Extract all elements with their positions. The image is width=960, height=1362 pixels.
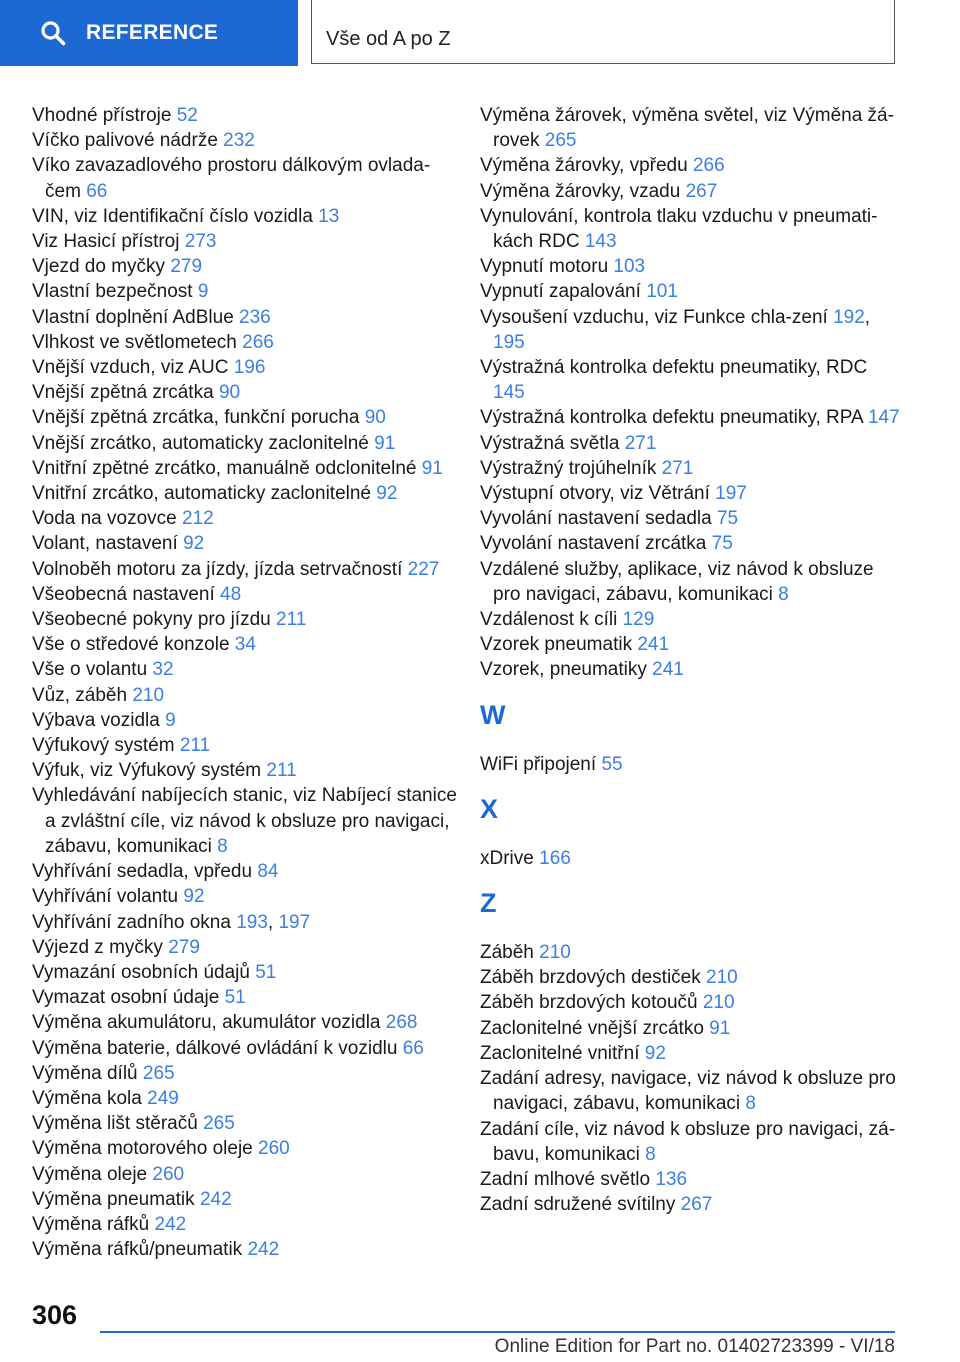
index-entry (32, 204, 462, 229)
index-entry-text: VIN, viz Identifikační číslo vozidla (32, 205, 313, 227)
page-link[interactable]: 265 (142, 1062, 175, 1084)
page-link[interactable]: 279 (168, 936, 200, 958)
page-link[interactable]: 193 (236, 911, 268, 933)
index-entry (32, 632, 462, 657)
index-entry-text: Vůz, záběh (32, 684, 128, 706)
index-entry-text: Výfuk, viz Výfukový systém (32, 760, 262, 782)
index-entry-text: Vzorek pneumatik (480, 634, 633, 656)
index-entry-text: Vzdálené služby, aplikace, viz návod k obsluze pro navigaci, zábavu, komunikaci (480, 558, 874, 605)
page-link[interactable]: 34 (234, 634, 256, 656)
index-entry-text: Zadní mlhové světlo (480, 1168, 651, 1190)
header (0, 0, 960, 66)
index-entry (32, 128, 462, 153)
index-entry-text: Vnější zpětná zrcátka, funkční porucha (32, 407, 360, 429)
page-link[interactable]: 266 (242, 331, 274, 353)
index-entry-text: Vlastní bezpečnost (32, 281, 193, 303)
page-link[interactable]: 211 (266, 760, 297, 782)
page-link[interactable]: 265 (544, 130, 577, 152)
index-entry-text: Vymazat osobní údaje (32, 987, 220, 1009)
search-icon (40, 20, 66, 46)
page-link[interactable]: 8 (778, 583, 789, 605)
index-entry-text: Vnitřní zrcátko, automaticky zaclonitelné (32, 483, 371, 505)
page-link[interactable]: 92 (644, 1042, 666, 1064)
index-entry-text: Výměna motorového oleje (32, 1138, 253, 1160)
page-link[interactable]: 101 (646, 281, 678, 303)
index-entry-text: Výměna žárovky, vzadu (480, 180, 681, 202)
index-entry-text: Vnitřní zpětné zrcátko, manuálně odclonitelné (32, 457, 417, 479)
page-link[interactable]: 103 (613, 256, 646, 278)
page-link[interactable]: 91 (709, 1017, 731, 1039)
section-title: Vše od A po Z (311, 0, 895, 64)
index-entry (32, 985, 462, 1010)
page-link[interactable]: 242 (199, 1188, 232, 1210)
index-entry-text: Výměna baterie, dálkové ovládání k vozidlu (32, 1037, 398, 1059)
page-link[interactable]: 211 (179, 735, 211, 757)
index-entry (480, 279, 900, 304)
index-entry (480, 254, 900, 279)
index-entry-text: Vyhledávání nabíjecích stanic, viz Nabíjecí stanice a zvláštní cíle, viz návod k obsluze pro navigaci, zábavu, komunikaci (32, 785, 457, 857)
index-entry (32, 1136, 462, 1161)
page-link[interactable]: 75 (711, 533, 733, 555)
index-entry (32, 305, 462, 330)
index-entry (32, 1212, 462, 1237)
index-entry-text: Zaclonitelné vnější zrcátko (480, 1017, 704, 1039)
page-link[interactable]: 260 (152, 1163, 185, 1185)
index-entry-text: Zadání adresy, navigace, viz návod k obsluze pro navigaci, zábavu, komunikaci (480, 1068, 896, 1115)
page-link[interactable]: 197 (278, 911, 311, 933)
index-entry (32, 733, 462, 758)
page-link[interactable]: 211 (276, 609, 307, 631)
index-entry (32, 783, 462, 859)
index-entry (480, 103, 900, 153)
index-entry (480, 506, 900, 531)
page-link[interactable]: 52 (176, 105, 198, 126)
index-entry-text: Výstražná kontrolka defektu pneumatiky, RDC (480, 357, 868, 379)
page-link[interactable]: 212 (182, 508, 214, 530)
index-entry-text: Volnoběh motoru za jízdy, jízda setrvačností (32, 558, 403, 580)
index-entry-text: Výměna akumulátoru, akumulátor vozidla (32, 1012, 381, 1034)
page-link[interactable]: 48 (220, 583, 242, 605)
index-entry (32, 960, 462, 985)
index-entry-text: Výstražná světla (480, 432, 620, 454)
page-link[interactable]: 192 (833, 306, 865, 328)
page-link[interactable]: 236 (239, 306, 271, 328)
index-entry (32, 279, 462, 304)
index-entry (32, 657, 462, 682)
index-entry-text: Zadání cíle, viz návod k obsluze pro navigaci, zá‐bavu, komunikaci (480, 1118, 896, 1165)
index-entry-text: Vzdálenost k cíli (480, 609, 618, 631)
index-entry (32, 1111, 462, 1136)
page-link[interactable]: 143 (584, 231, 617, 253)
index-entry-text: Zaclonitelné vnitřní (480, 1042, 640, 1064)
page-link[interactable]: 9 (197, 281, 209, 303)
page-link[interactable]: 242 (247, 1239, 280, 1261)
index-entry-text: Výměna oleje (32, 1163, 148, 1185)
index-entry-text: Výstražná kontrolka defektu pneumatiky, RPA (480, 407, 863, 429)
index-entry-text: Výbava vozidla (32, 709, 160, 731)
page-link[interactable]: 196 (233, 357, 266, 379)
footer-divider (100, 1331, 895, 1333)
index-entry (32, 935, 462, 960)
page-link[interactable]: 273 (184, 231, 217, 253)
index-entry (32, 1010, 462, 1035)
index-entry-text: Všeobecné pokyny pro jízdu (32, 609, 271, 631)
page-link[interactable]: 241 (652, 659, 684, 681)
index-entry-text: Viz Hasicí přístroj (32, 231, 180, 253)
page-link[interactable]: 51 (224, 987, 246, 1009)
page-link[interactable]: 51 (255, 961, 277, 983)
index-entry-text: Vysoušení vzduchu, viz Funkce chla‐zení (480, 306, 828, 328)
page-link[interactable]: 241 (637, 634, 670, 656)
page-link[interactable]: 210 (539, 942, 571, 964)
reference-label: REFERENCE (86, 21, 219, 44)
index-entry (32, 1086, 462, 1111)
footer-edition: Online Edition for Part no. 01402723399 - VI/18 (494, 1336, 895, 1357)
index-entry (32, 1237, 462, 1262)
page-link[interactable]: 197 (715, 483, 747, 505)
index-entry (32, 1036, 462, 1061)
page-link[interactable]: 8 (645, 1143, 656, 1165)
page-link[interactable]: 9 (165, 709, 176, 731)
index-entry (480, 607, 900, 632)
reference-button[interactable] (0, 0, 298, 66)
index-entry (480, 965, 900, 990)
index-entry (480, 1167, 900, 1192)
page-link[interactable]: 210 (132, 684, 165, 706)
index-entry-text: Voda na vozovce (32, 508, 177, 530)
page-link[interactable]: 84 (257, 861, 279, 883)
page-link[interactable]: 266 (692, 155, 725, 177)
index-letter-heading: W (480, 699, 506, 730)
index-entry (32, 708, 462, 733)
index-entry (32, 380, 462, 405)
page-link[interactable]: 13 (318, 205, 340, 227)
index-entry-text: Výměna kola (32, 1087, 142, 1109)
index-entry-text: Výstupní otvory, viz Větrání (480, 483, 710, 505)
index-entry (480, 940, 900, 965)
index-entry: Vysoušení vzduchu, viz Funkce chla‐zení 192, 195 (480, 306, 871, 353)
index-entry-text: Víčko palivové nádrže (32, 130, 218, 152)
index-entry (480, 153, 900, 178)
index-entry-text: Vlastní doplnění AdBlue (32, 306, 234, 328)
page-link[interactable]: 136 (655, 1168, 688, 1190)
index-entry-text: Výměna pneumatik (32, 1188, 195, 1210)
page-link[interactable]: 210 (706, 967, 738, 989)
page-link[interactable]: 91 (421, 457, 443, 479)
index-entry-text: Vlhkost ve světlometech (32, 331, 237, 353)
page-link[interactable]: 271 (661, 457, 694, 479)
index-entry-text: Vymazání osobních údajů (32, 961, 250, 983)
page-link[interactable]: 260 (258, 1138, 290, 1160)
index-entry (480, 1016, 900, 1041)
page-link[interactable]: 66 (86, 180, 108, 202)
index-entry (480, 1066, 900, 1116)
index-entry (32, 607, 462, 632)
page-link[interactable]: 271 (624, 432, 657, 454)
index-entry (32, 884, 462, 909)
index-entry (32, 405, 462, 430)
page-link[interactable]: 90 (218, 382, 241, 404)
page-link[interactable]: 90 (364, 407, 386, 429)
index-entry-text: Vjezd do myčky (32, 256, 166, 278)
index-entry (32, 582, 462, 607)
page-link[interactable]: 249 (147, 1087, 179, 1109)
page-link[interactable]: 8 (745, 1093, 756, 1115)
index-entry (32, 1061, 462, 1086)
index-entry (32, 1187, 462, 1212)
index-entry-text: Výměna žárovky, vpředu (480, 155, 688, 177)
index-entry (32, 254, 462, 279)
index-entry (32, 153, 462, 203)
index-entry-text: Výměna lišt stěračů (32, 1113, 198, 1135)
index-entry-text: Vnější vzduch, viz AUC (32, 357, 229, 379)
index-entry-text: Volant, nastavení (32, 533, 178, 555)
index-right-column (480, 103, 900, 1217)
page-link[interactable]: 8 (217, 835, 228, 857)
page-link[interactable]: 145 (493, 382, 525, 404)
page-link[interactable]: 227 (407, 558, 440, 580)
index-entry-text: Výměna ráfků (32, 1213, 150, 1235)
index-entry (32, 557, 462, 582)
index-entry (32, 758, 462, 783)
index-entry-text: Všeobecná nastavení (32, 583, 215, 605)
index-entry-text: Vyvolání nastavení zrcátka (480, 533, 707, 555)
page-link[interactable]: 92 (183, 886, 205, 908)
index-entry-text: Výměna dílů (32, 1062, 138, 1084)
index-entry (32, 506, 462, 531)
page-link[interactable]: 92 (183, 533, 205, 555)
index-entry: Vyhřívání zadního okna 193, 197 (32, 911, 311, 933)
page-link[interactable]: 92 (376, 483, 398, 505)
index-entry (32, 355, 462, 380)
index-entry (480, 431, 900, 456)
page-link[interactable]: 265 (203, 1113, 235, 1135)
index-entry (480, 1192, 900, 1217)
page-link[interactable]: 91 (374, 432, 396, 454)
index-entry (32, 859, 462, 884)
page-link[interactable]: 75 (716, 508, 739, 530)
index-entry-text: Vyhřívání volantu (32, 886, 179, 908)
index-entry-text: Výstražný trojúhelník (480, 457, 657, 479)
index-letter-heading: Z (480, 888, 497, 919)
index-entry (32, 431, 462, 456)
index-entry (480, 632, 900, 657)
index-entry (480, 1117, 900, 1167)
index-entry-text: Výměna žárovek, výměna světel, viz Výměna žá‐rovek (480, 105, 894, 152)
index-letter-heading: X (480, 793, 499, 824)
page-link[interactable]: 32 (152, 659, 174, 681)
page-link[interactable]: 66 (402, 1037, 424, 1059)
index-entry (480, 179, 900, 204)
index-entry-text: Vypnutí zapalování (480, 281, 641, 303)
index-entry (480, 456, 900, 481)
index-entry-text: Vše o volantu (32, 659, 148, 681)
index-entry (32, 456, 462, 481)
index-entry-text: Vyhřívání sedadla, vpředu (32, 861, 253, 883)
page-link[interactable]: 210 (702, 992, 735, 1014)
index-entry-text: xDrive (480, 847, 534, 869)
index-entry (480, 846, 900, 871)
index-entry (32, 103, 462, 128)
index-entry-text: Vyhřívání zadního okna (32, 911, 231, 933)
index-entry-text: Vynulování, kontrola tlaku vzduchu v pneumati‐kách RDC (480, 205, 878, 253)
page-link[interactable]: 166 (539, 847, 571, 869)
index-entry-text: Výfukový systém (32, 735, 175, 757)
index-entry-text: Záběh (480, 942, 534, 964)
index-entry (480, 657, 900, 682)
index-entry (480, 405, 900, 430)
index-entry (32, 481, 462, 506)
page-link[interactable]: 279 (170, 256, 203, 278)
page-link[interactable]: 147 (867, 407, 900, 429)
index-entry-text: Výměna ráfků/pneumatik (32, 1239, 243, 1261)
index-entry (480, 481, 900, 506)
index-entry-text: Víko zavazadlového prostoru dálkovým ovlada‐čem (32, 155, 431, 202)
index-entry (32, 330, 462, 355)
page-number: 306 (32, 1300, 78, 1330)
index-entry (32, 229, 462, 254)
page-link[interactable]: 129 (622, 609, 655, 631)
index-entry (480, 990, 900, 1015)
page-link[interactable]: 55 (601, 753, 623, 775)
page-link[interactable]: 195 (493, 331, 525, 353)
index-entry-text: Vnější zpětná zrcátka (32, 382, 214, 404)
index-entry (32, 683, 462, 708)
index-entry-text: Vypnutí motoru (480, 256, 609, 278)
index-entry-text: Vyvolání nastavení sedadla (480, 508, 712, 530)
index-entry-text: Vnější zrcátko, automaticky zaclonitelné (32, 432, 369, 454)
index-entry (480, 355, 900, 405)
index-entry (32, 531, 462, 556)
index-entry-text: Výjezd z myčky (32, 936, 163, 958)
index-entry (480, 204, 900, 254)
page-link[interactable]: 268 (385, 1012, 418, 1034)
index-entry-text: Vše o středové konzole (32, 634, 230, 656)
page-link[interactable]: 232 (223, 130, 255, 152)
index-entry (480, 557, 900, 607)
index-entry-text: Záběh brzdových kotoučů (480, 992, 698, 1014)
index-entry (480, 752, 900, 777)
index-entry-text: WiFi připojení (480, 753, 597, 775)
index-left-column (32, 103, 462, 1262)
index-entry (480, 1041, 900, 1066)
index-entry-text: Vhodné přístroje (32, 105, 172, 126)
page-link[interactable]: 267 (680, 1194, 713, 1216)
page-link[interactable]: 242 (154, 1213, 187, 1235)
index-entry-text: Zadní sdružené svítilny (480, 1194, 676, 1216)
index-entry (32, 1162, 462, 1187)
index-entry-text: Vzorek, pneumatiky (480, 659, 647, 681)
index-entry-text: Záběh brzdových destiček (480, 967, 701, 989)
index-entry (480, 531, 900, 556)
page-link[interactable]: 267 (685, 180, 718, 202)
